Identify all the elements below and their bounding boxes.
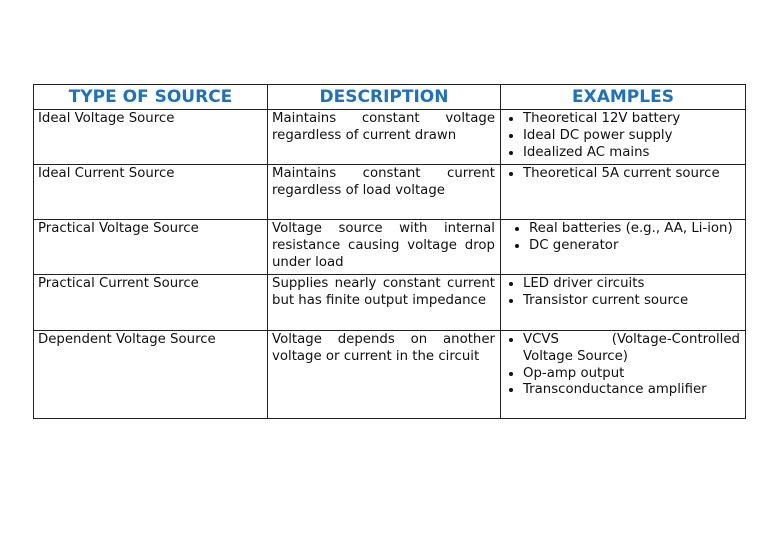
table-row (34, 165, 746, 220)
cell-examples (501, 165, 746, 220)
cell-examples (501, 275, 746, 331)
header-description: DESCRIPTION (268, 85, 501, 110)
cell-type: Practical Current Source (34, 275, 268, 331)
example-item: • Theoretical 5A current source (523, 166, 740, 183)
cell-type: Practical Voltage Source (34, 220, 268, 275)
example-item: • Ideal DC power supply (523, 128, 740, 145)
cell-description: Maintains constant voltage regardless of current drawn (268, 110, 501, 165)
example-item: • Op-amp output (523, 366, 740, 383)
voltage-sources-table (33, 84, 746, 419)
example-item: • LED driver circuits (523, 276, 740, 293)
header-examples: EXAMPLES (501, 85, 746, 110)
header-type-of-source: TYPE OF SOURCE (34, 85, 268, 110)
cell-type: Ideal Current Source (34, 165, 268, 220)
cell-description: Voltage depends on another voltage or current in the circuit (268, 331, 501, 419)
table-row (34, 331, 746, 419)
example-item: • Real batteries (e.g., AA, Li-ion) (529, 221, 740, 238)
table-row (34, 220, 746, 275)
examples-list (505, 166, 740, 183)
examples-list (505, 276, 740, 310)
example-item: • DC generator (529, 238, 740, 255)
example-item: • Transconductance amplifier (523, 382, 740, 399)
cell-type: Dependent Voltage Source (34, 331, 268, 419)
cell-description: Voltage source with internal resistance causing voltage drop under load (268, 220, 501, 275)
table-row (34, 275, 746, 331)
examples-list (505, 111, 740, 161)
example-item: • Theoretical 12V battery (523, 111, 740, 128)
examples-list (505, 332, 740, 399)
example-item: • VCVS (Voltage-Controlled Voltage Source) (523, 332, 740, 366)
table-row (34, 110, 746, 165)
example-item: • Idealized AC mains (523, 145, 740, 162)
table-header-row (34, 85, 746, 110)
cell-description: Supplies nearly constant current but has finite output impedance (268, 275, 501, 331)
cell-examples (501, 220, 746, 275)
cell-examples (501, 331, 746, 419)
cell-type: Ideal Voltage Source (34, 110, 268, 165)
cell-examples (501, 110, 746, 165)
example-item: • Transistor current source (523, 293, 740, 310)
examples-list (505, 221, 740, 255)
cell-description: Maintains constant current regardless of load voltage (268, 165, 501, 220)
